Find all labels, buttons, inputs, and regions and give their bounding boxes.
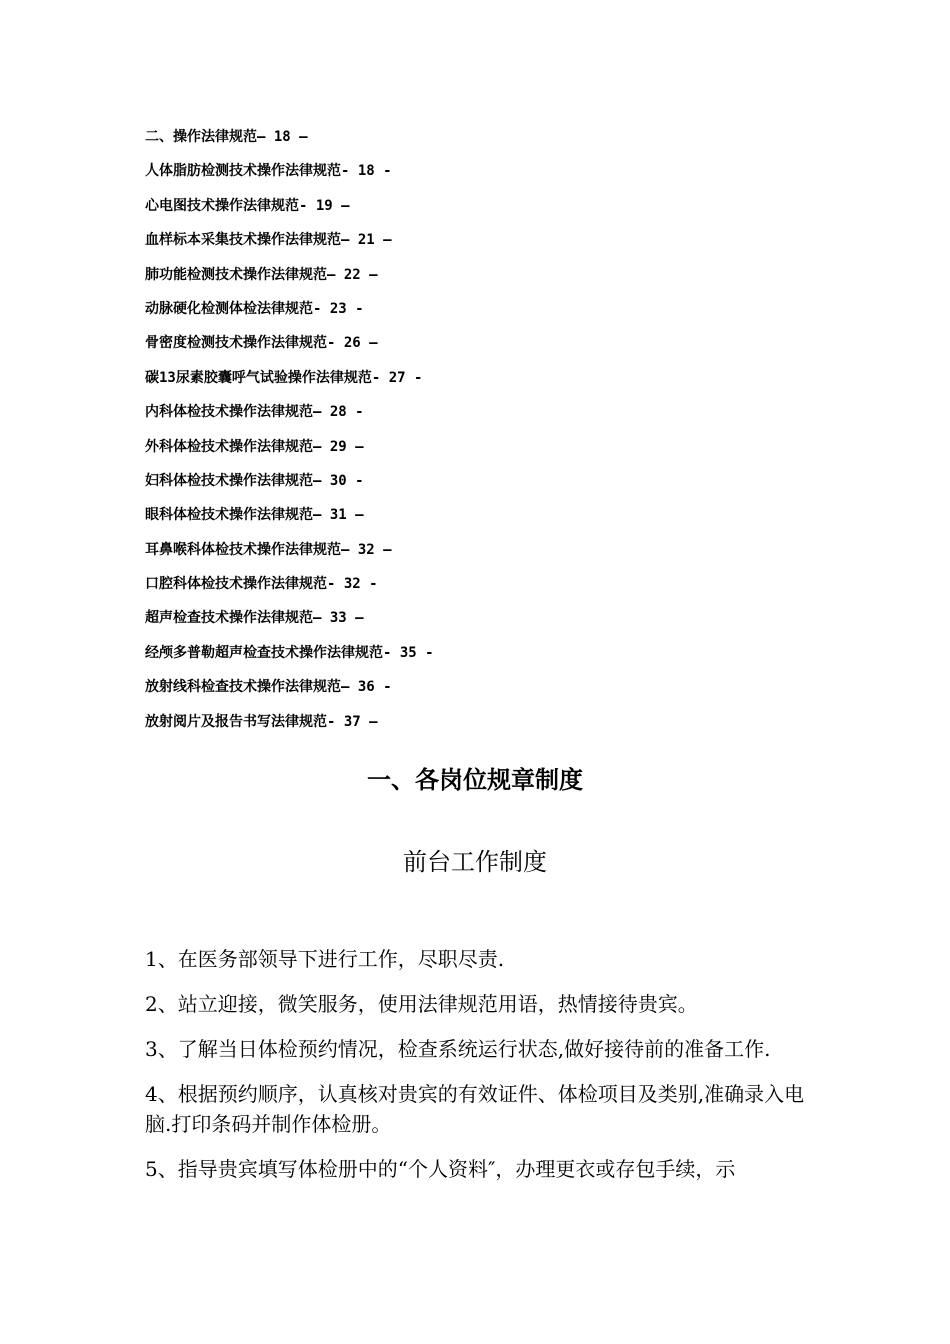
toc-item[interactable]: 动脉硬化检测体检法律规范- 23 - [145, 300, 364, 317]
rule-paragraph: 5、指导贵宾填写体检册中的“个人资料″，办理更衣或存包手续，示 [145, 1157, 736, 1181]
toc-item[interactable]: 超声检查技术操作法律规范— 33 — [145, 610, 364, 627]
toc-item[interactable]: 放射阅片及报告书写法律规范- 37 — [145, 713, 378, 730]
rule-paragraph: 3、了解当日体检预约情况，检查系统运行状态,做好接待前的准备工作. [145, 1037, 771, 1061]
toc-item[interactable]: 二、操作法律规范— 18 — [145, 129, 308, 145]
rule-paragraph: 4、根据预约顺序，认真核对贵宾的有效证件、体检项目及类别,准确录入电脑.打印条码并制作体检册。 [145, 1082, 805, 1136]
toc-item[interactable]: 放射线科检查技术操作法律规范— 36 - [145, 679, 392, 696]
toc-item[interactable]: 肺功能检测技术操作法律规范— 22 — [145, 266, 378, 283]
toc-item[interactable]: 口腔科体检技术操作法律规范- 32 - [145, 576, 378, 593]
toc-item[interactable]: 碳13尿素胶囊呼气试验操作法律规范- 27 - [145, 369, 423, 386]
toc-item[interactable]: 眼科体检技术操作法律规范— 31 — [145, 507, 364, 524]
rules-list [145, 944, 810, 1199]
toc-item[interactable]: 内科体检技术操作法律规范— 28 - [145, 404, 364, 421]
toc-item[interactable]: 血样标本采集技术操作法律规范— 21 — [145, 232, 392, 249]
toc-item[interactable]: 耳鼻喉科体检技术操作法律规范— 32 — [145, 541, 392, 558]
table-of-contents [145, 124, 845, 743]
toc-item[interactable]: 经颅多普勒超声检查技术操作法律规范- 35 - [145, 644, 434, 661]
toc-item[interactable]: 人体脂肪检测技术操作法律规范- 18 - [145, 163, 392, 180]
section-title: 一、各岗位规章制度 [367, 766, 583, 794]
toc-item[interactable]: 骨密度检测技术操作法律规范- 26 — [145, 335, 378, 352]
toc-item[interactable]: 妇科体检技术操作法律规范— 30 - [145, 472, 364, 489]
rule-paragraph: 2、站立迎接，微笑服务，使用法律规范用语，热情接待贵宾。 [145, 992, 698, 1016]
toc-item[interactable]: 心电图技术操作法律规范- 19 — [145, 197, 350, 214]
toc-item[interactable]: 外科体检技术操作法律规范— 29 — [145, 438, 364, 455]
document-title: 前台工作制度 [403, 848, 547, 876]
rule-paragraph: 1、在医务部领导下进行工作，尽职尽责. [145, 947, 505, 971]
